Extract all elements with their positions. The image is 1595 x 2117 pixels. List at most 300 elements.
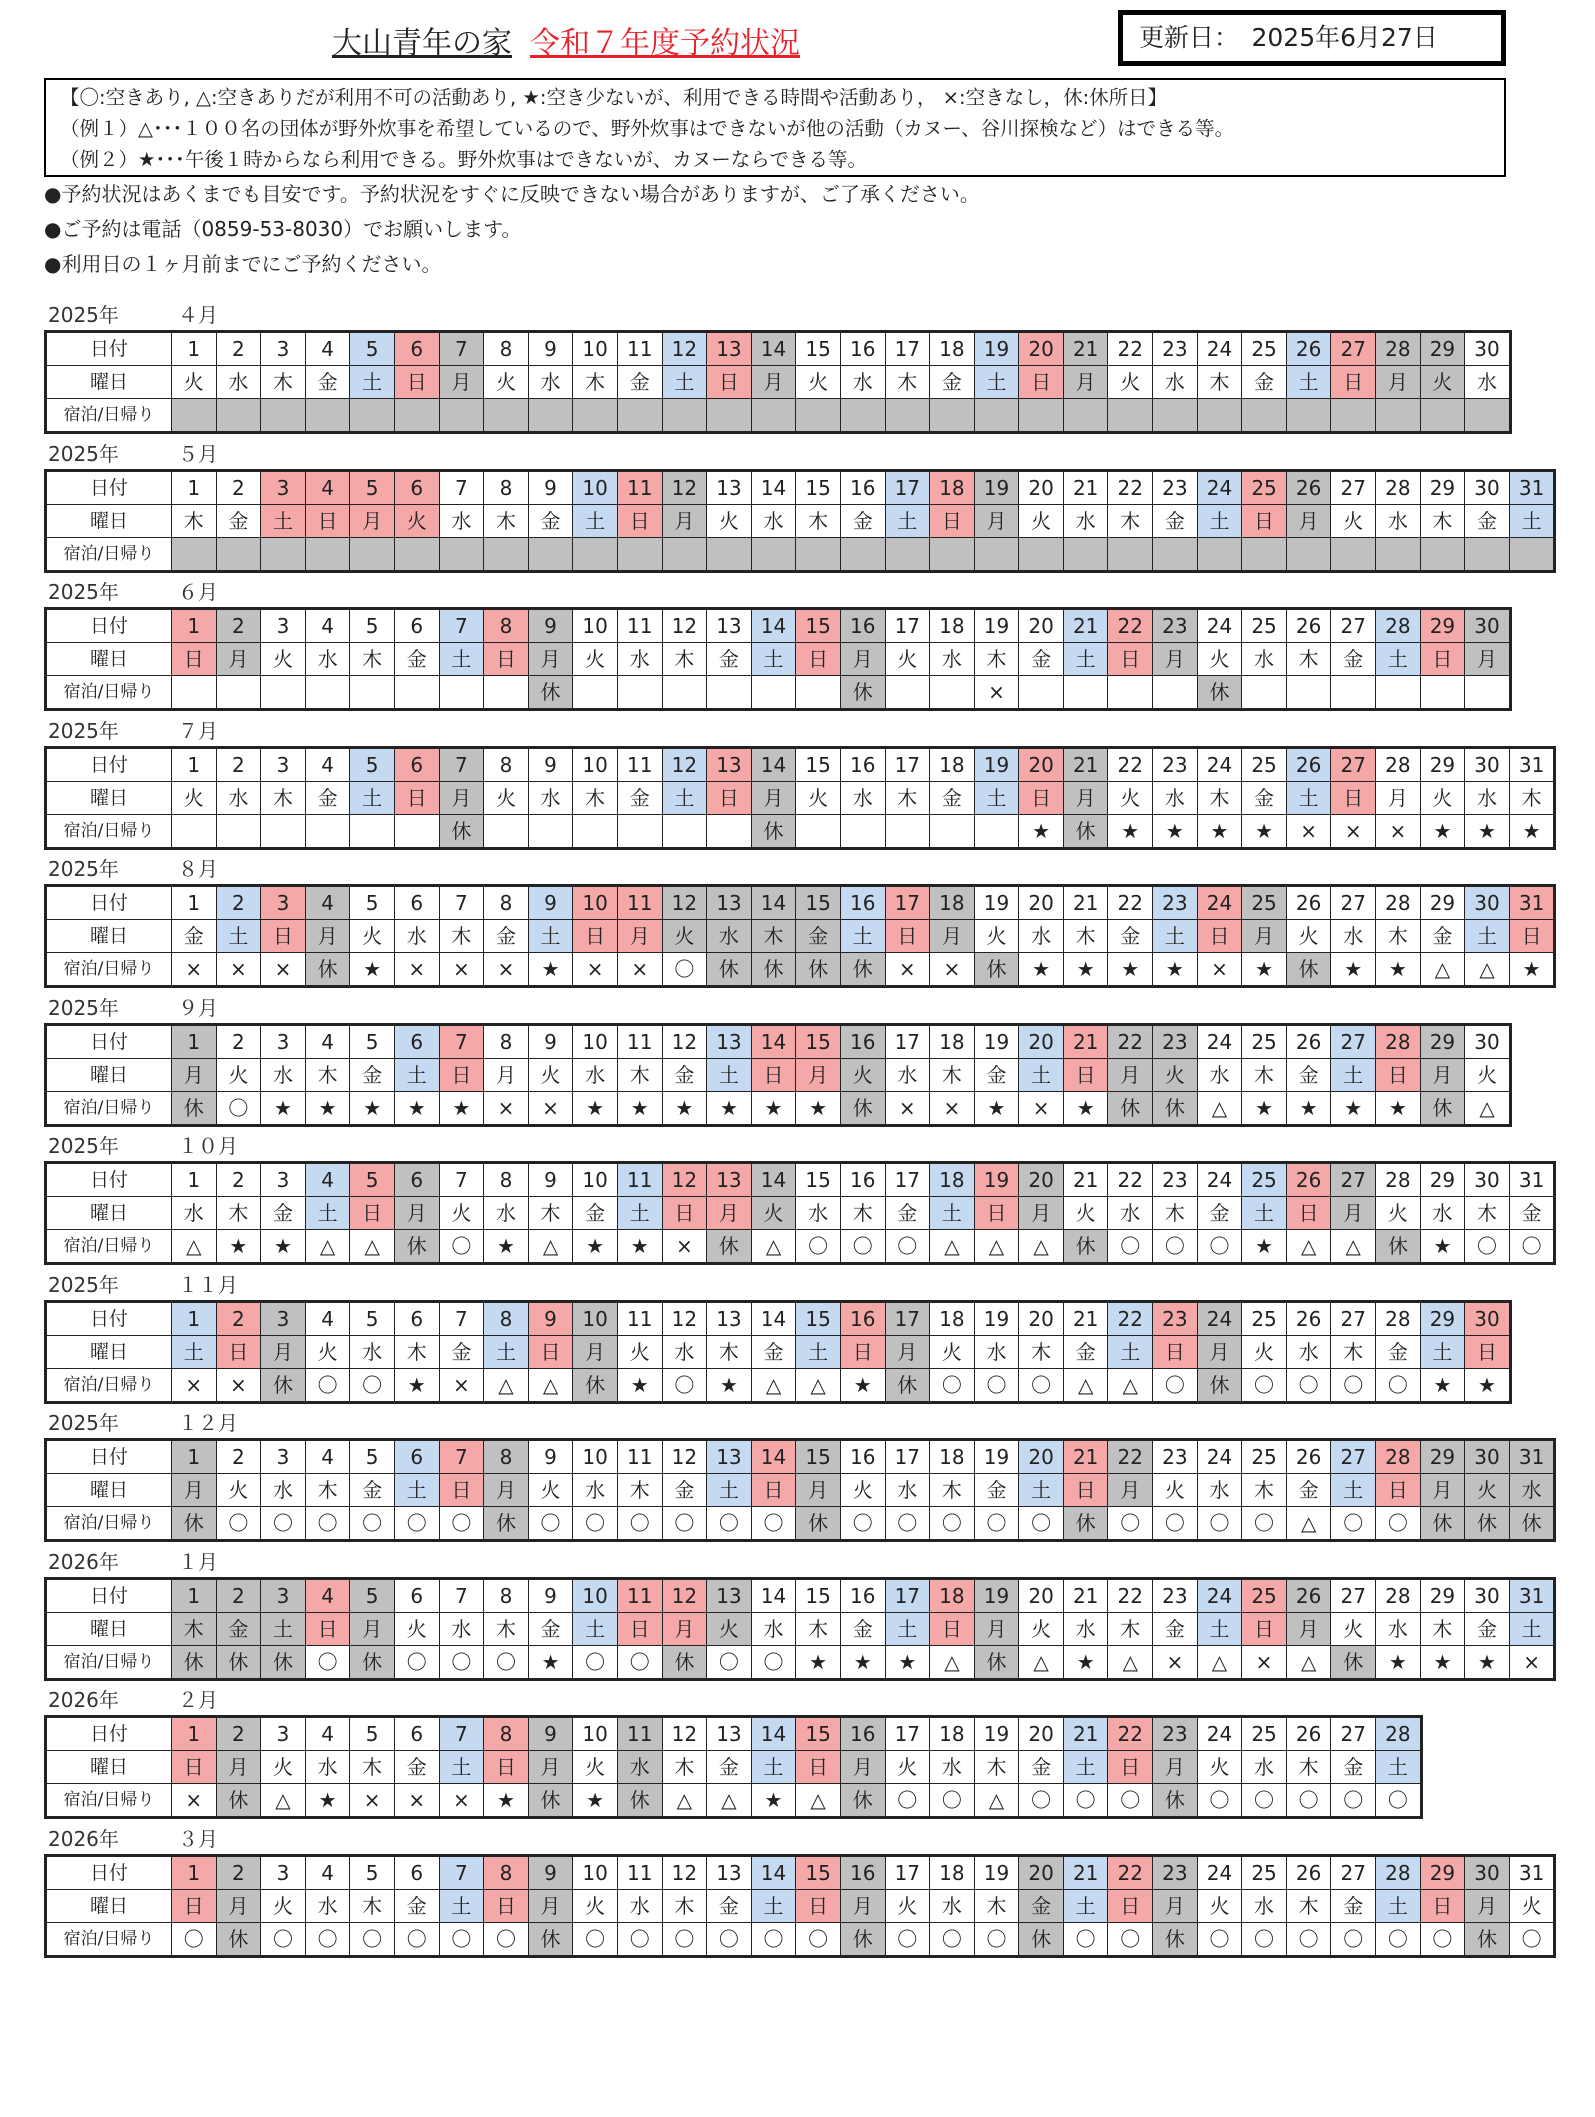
date-cell: 22: [1108, 1301, 1153, 1335]
date-cell: 27: [1331, 1301, 1376, 1335]
date-cell: 26: [1286, 1163, 1331, 1197]
legend-example-2: （例２）★･･･午後１時からなら利用できる。野外炊事はできないが、カヌーならできる等。: [60, 148, 868, 171]
date-cell: 16: [840, 1301, 885, 1335]
date-cell: 13: [707, 1855, 752, 1889]
status-cell: [662, 814, 707, 848]
status-cell: [617, 537, 662, 571]
month-calendar-table: [44, 1023, 1512, 1127]
date-cell: 27: [1331, 470, 1376, 504]
date-cell: 26: [1286, 1024, 1331, 1058]
status-cell: ×: [1019, 1091, 1064, 1125]
status-cell: 〇: [1108, 1230, 1153, 1264]
date-cell: 31: [1509, 886, 1555, 920]
weekday-cell: 金: [394, 643, 439, 676]
status-row-label: 宿泊/日帰り: [46, 1784, 172, 1818]
weekday-cell: 月: [1108, 1058, 1153, 1091]
date-cell: 3: [261, 470, 306, 504]
weekday-cell: 木: [1108, 1612, 1153, 1645]
weekday-cell: 月: [528, 643, 573, 676]
date-cell: 7: [439, 1717, 484, 1751]
weekday-cell: 金: [1509, 1197, 1555, 1230]
date-cell: 7: [439, 332, 484, 366]
date-cell: 1: [172, 747, 217, 781]
weekday-cell: 月: [751, 366, 796, 399]
weekday-cell: 水: [394, 920, 439, 953]
status-cell: [1197, 537, 1242, 571]
date-cell: 21: [1063, 886, 1108, 920]
weekday-cell: 水: [1465, 366, 1511, 399]
date-cell: 11: [617, 1717, 662, 1751]
date-cell: 12: [662, 747, 707, 781]
date-row-label: 日付: [46, 1578, 172, 1612]
status-cell: [528, 399, 573, 433]
status-cell: [617, 399, 662, 433]
status-row: [46, 1922, 1555, 1956]
date-cell: 5: [350, 1163, 395, 1197]
weekday-cell: 月: [840, 1751, 885, 1784]
status-cell: △: [974, 1230, 1019, 1264]
weekday-cell: 金: [394, 1751, 439, 1784]
date-cell: 5: [350, 1578, 395, 1612]
status-cell: △: [528, 1368, 573, 1402]
status-cell: ×: [930, 1091, 975, 1125]
date-cell: 29: [1420, 1024, 1465, 1058]
status-row-label: 宿泊/日帰り: [46, 953, 172, 987]
weekday-cell: 土: [751, 1889, 796, 1922]
weekday-cell: 木: [662, 1889, 707, 1922]
date-cell: 2: [216, 609, 261, 643]
date-cell: 12: [662, 1855, 707, 1889]
status-cell: 〇: [1465, 1230, 1510, 1264]
weekday-cell: 木: [528, 1197, 573, 1230]
status-cell: ★: [528, 953, 573, 987]
date-cell: 28: [1376, 1855, 1421, 1889]
status-cell: 〇: [707, 1507, 752, 1541]
status-cell: ×: [484, 953, 529, 987]
status-cell: 〇: [1019, 1507, 1064, 1541]
date-cell: 21: [1063, 1855, 1108, 1889]
weekday-cell: 日: [1465, 1335, 1511, 1368]
date-cell: 29: [1420, 1163, 1465, 1197]
weekday-cell: 日: [1197, 920, 1242, 953]
weekday-cell: 火: [796, 366, 841, 399]
weekday-cell: 月: [930, 920, 975, 953]
status-cell: ×: [662, 1230, 707, 1264]
date-cell: 12: [662, 1163, 707, 1197]
status-cell: 〇: [1242, 1784, 1287, 1818]
weekday-cell: 火: [1197, 1889, 1242, 1922]
weekday-cell: 月: [662, 504, 707, 537]
weekday-cell: 水: [1153, 781, 1198, 814]
date-cell: 24: [1197, 470, 1242, 504]
date-cell: 29: [1420, 1855, 1465, 1889]
weekday-row-label: 曜日: [46, 643, 172, 676]
date-cell: 31: [1509, 470, 1555, 504]
date-cell: 20: [1019, 609, 1064, 643]
status-cell: 〇: [930, 1368, 975, 1402]
date-cell: 2: [216, 1717, 261, 1751]
weekday-cell: 水: [261, 1474, 306, 1507]
weekday-cell: 金: [1331, 643, 1376, 676]
weekday-cell: 日: [528, 1335, 573, 1368]
weekday-cell: 木: [974, 1751, 1019, 1784]
weekday-cell: 月: [1197, 1335, 1242, 1368]
date-cell: 16: [840, 1163, 885, 1197]
weekday-cell: 水: [484, 1197, 529, 1230]
weekday-cell: 金: [1286, 1058, 1331, 1091]
status-cell: [1286, 399, 1331, 433]
date-cell: 24: [1197, 1440, 1242, 1474]
date-cell: 18: [930, 886, 975, 920]
weekday-cell: 土: [1108, 1335, 1153, 1368]
date-cell: 15: [796, 332, 841, 366]
status-cell: [617, 814, 662, 848]
date-cell: 10: [573, 886, 618, 920]
status-cell: 休: [528, 676, 573, 710]
status-row-label: 宿泊/日帰り: [46, 1645, 172, 1679]
date-cell: 24: [1197, 1855, 1242, 1889]
status-cell: [1465, 676, 1511, 710]
weekday-cell: 火: [1331, 504, 1376, 537]
date-cell: 14: [751, 1578, 796, 1612]
date-cell: 1: [172, 886, 217, 920]
weekday-row-label: 曜日: [46, 1335, 172, 1368]
status-cell: ×: [439, 953, 484, 987]
status-cell: 〇: [1331, 1368, 1376, 1402]
weekday-cell: 木: [1019, 1335, 1064, 1368]
date-cell: 22: [1108, 1163, 1153, 1197]
status-cell: 〇: [751, 1645, 796, 1679]
date-cell: 21: [1063, 609, 1108, 643]
weekday-cell: 火: [484, 781, 529, 814]
date-cell: 14: [751, 1163, 796, 1197]
date-cell: 16: [840, 609, 885, 643]
status-cell: ★: [1242, 1230, 1287, 1264]
weekday-cell: 土: [394, 1474, 439, 1507]
weekday-cell: 木: [1376, 920, 1421, 953]
weekday-cell: 水: [930, 643, 975, 676]
status-cell: ★: [1019, 814, 1064, 848]
status-cell: [1242, 399, 1287, 433]
weekday-cell: 金: [1019, 1889, 1064, 1922]
date-cell: 23: [1153, 747, 1198, 781]
weekday-cell: 水: [216, 781, 261, 814]
status-row-label: 宿泊/日帰り: [46, 1368, 172, 1402]
weekday-cell: 日: [1509, 920, 1555, 953]
weekday-cell: 金: [1420, 920, 1465, 953]
date-cell: 10: [573, 332, 618, 366]
weekday-cell: 火: [1108, 366, 1153, 399]
date-cell: 19: [974, 1301, 1019, 1335]
status-cell: ×: [1242, 1645, 1287, 1679]
date-cell: 11: [617, 1024, 662, 1058]
date-cell: 30: [1465, 1440, 1510, 1474]
weekday-cell: 金: [1242, 366, 1287, 399]
month-calendar-table: [44, 1300, 1512, 1404]
date-cell: 16: [840, 747, 885, 781]
date-cell: 25: [1242, 747, 1287, 781]
weekday-cell: 水: [1376, 504, 1421, 537]
weekday-cell: 火: [1376, 1197, 1421, 1230]
status-cell: [885, 399, 930, 433]
date-cell: 28: [1376, 1301, 1421, 1335]
status-cell: [573, 537, 618, 571]
date-cell: 5: [350, 1301, 395, 1335]
date-cell: 19: [974, 1024, 1019, 1058]
status-cell: 〇: [1197, 1230, 1242, 1264]
weekday-cell: 土: [216, 920, 261, 953]
month-label: [48, 1134, 238, 1158]
weekday-cell: 木: [751, 920, 796, 953]
status-cell: ★: [1108, 953, 1153, 987]
date-row: [46, 1440, 1555, 1474]
month-calendar-table: [44, 1577, 1556, 1681]
weekday-cell: 水: [528, 366, 573, 399]
status-cell: 〇: [885, 1507, 930, 1541]
weekday-cell: 金: [1465, 1612, 1510, 1645]
weekday-cell: 水: [350, 1335, 395, 1368]
status-cell: [840, 399, 885, 433]
date-cell: 8: [484, 1301, 529, 1335]
date-cell: 14: [751, 886, 796, 920]
date-cell: 30: [1465, 1024, 1511, 1058]
weekday-cell: 金: [528, 504, 573, 537]
date-cell: 5: [350, 1855, 395, 1889]
weekday-row: [46, 1474, 1555, 1507]
status-row: [46, 676, 1511, 710]
month-label-month: ３月: [178, 1826, 218, 1851]
status-cell: 〇: [1063, 1922, 1108, 1956]
weekday-cell: 火: [573, 1889, 618, 1922]
date-cell: 5: [350, 886, 395, 920]
weekday-cell: 木: [350, 643, 395, 676]
status-row: [46, 953, 1555, 987]
date-cell: 8: [484, 1163, 529, 1197]
date-cell: 14: [751, 1855, 796, 1889]
date-cell: 27: [1331, 1855, 1376, 1889]
date-cell: 31: [1509, 1855, 1555, 1889]
status-cell: [885, 814, 930, 848]
status-cell: 休: [1509, 1507, 1555, 1541]
date-cell: 31: [1509, 747, 1555, 781]
date-cell: 7: [439, 886, 484, 920]
weekday-cell: 日: [1376, 1058, 1421, 1091]
date-cell: 7: [439, 1024, 484, 1058]
month-label: [48, 1550, 218, 1574]
date-cell: 8: [484, 1024, 529, 1058]
weekday-cell: 金: [1242, 781, 1287, 814]
weekday-row-label: 曜日: [46, 504, 172, 537]
weekday-cell: 土: [707, 1058, 752, 1091]
weekday-cell: 火: [930, 1335, 975, 1368]
date-cell: 24: [1197, 1301, 1242, 1335]
weekday-cell: 水: [1242, 1751, 1287, 1784]
date-cell: 3: [261, 1717, 306, 1751]
weekday-cell: 月: [1286, 1612, 1331, 1645]
weekday-row-label: 曜日: [46, 1889, 172, 1922]
month-label-month: ２月: [178, 1688, 218, 1712]
weekday-row-label: 曜日: [46, 366, 172, 399]
date-cell: 19: [974, 1855, 1019, 1889]
date-cell: 8: [484, 747, 529, 781]
date-cell: 12: [662, 886, 707, 920]
weekday-cell: 金: [1108, 920, 1153, 953]
status-cell: ★: [796, 1645, 841, 1679]
date-cell: 15: [796, 747, 841, 781]
status-cell: 〇: [439, 1230, 484, 1264]
weekday-cell: 金: [974, 1474, 1019, 1507]
status-cell: 休: [216, 1645, 261, 1679]
status-cell: 〇: [1376, 1922, 1421, 1956]
month-label-month: ７月: [178, 718, 218, 743]
status-cell: ×: [350, 1784, 395, 1818]
weekday-cell: 土: [1509, 1612, 1555, 1645]
status-cell: 休: [528, 1922, 573, 1956]
date-cell: 22: [1108, 332, 1153, 366]
status-cell: [1376, 399, 1421, 433]
status-cell: 〇: [1376, 1784, 1422, 1818]
status-cell: 〇: [751, 1922, 796, 1956]
date-cell: 30: [1465, 1578, 1510, 1612]
weekday-cell: 金: [439, 1335, 484, 1368]
status-cell: [930, 814, 975, 848]
date-cell: 15: [796, 1717, 841, 1751]
weekday-cell: 日: [439, 1058, 484, 1091]
date-cell: 28: [1376, 1163, 1421, 1197]
date-cell: 18: [930, 1301, 975, 1335]
status-cell: 〇: [573, 1507, 618, 1541]
weekday-cell: 金: [885, 1197, 930, 1230]
status-cell: 休: [707, 1230, 752, 1264]
status-cell: [751, 676, 796, 710]
status-row: [46, 1368, 1511, 1402]
weekday-cell: 水: [1108, 1197, 1153, 1230]
weekday-cell: 日: [751, 1474, 796, 1507]
status-cell: ×: [617, 953, 662, 987]
weekday-cell: 日: [885, 920, 930, 953]
status-cell: 〇: [1286, 1922, 1331, 1956]
status-cell: [528, 814, 573, 848]
status-cell: △: [484, 1368, 529, 1402]
weekday-cell: 日: [1019, 781, 1064, 814]
date-cell: 7: [439, 1163, 484, 1197]
status-cell: 〇: [930, 1507, 975, 1541]
date-cell: 30: [1465, 886, 1510, 920]
date-cell: 13: [707, 1163, 752, 1197]
status-cell: 〇: [216, 1507, 261, 1541]
date-cell: 20: [1019, 886, 1064, 920]
status-cell: ★: [261, 1230, 306, 1264]
weekday-cell: 木: [1465, 1197, 1510, 1230]
weekday-cell: 月: [974, 504, 1019, 537]
date-cell: 9: [528, 747, 573, 781]
status-cell: ★: [617, 1368, 662, 1402]
weekday-cell: 水: [305, 1889, 350, 1922]
status-cell: ×: [172, 1368, 217, 1402]
date-cell: 18: [930, 747, 975, 781]
date-cell: 1: [172, 1578, 217, 1612]
date-cell: 20: [1019, 1578, 1064, 1612]
status-cell: [216, 676, 261, 710]
weekday-cell: 月: [1153, 1751, 1198, 1784]
weekday-cell: 木: [261, 366, 306, 399]
status-cell: △: [930, 1645, 975, 1679]
weekday-cell: 水: [662, 1335, 707, 1368]
weekday-cell: 火: [573, 1751, 618, 1784]
status-cell: △: [172, 1230, 217, 1264]
status-cell: 〇: [1331, 1784, 1376, 1818]
date-row: [46, 470, 1555, 504]
month-label-year: 2025年: [48, 1411, 119, 1435]
date-cell: 30: [1465, 1163, 1510, 1197]
date-cell: 3: [261, 1578, 306, 1612]
weekday-cell: 木: [484, 504, 529, 537]
date-row-label: 日付: [46, 1717, 172, 1751]
date-cell: 8: [484, 609, 529, 643]
weekday-cell: 火: [840, 1474, 885, 1507]
date-cell: 2: [216, 747, 261, 781]
date-cell: 18: [930, 1024, 975, 1058]
weekday-cell: 火: [1063, 1197, 1108, 1230]
status-cell: 〇: [662, 1507, 707, 1541]
weekday-cell: 火: [1197, 1751, 1242, 1784]
weekday-cell: 木: [1197, 781, 1242, 814]
date-cell: 31: [1509, 1578, 1555, 1612]
status-cell: 〇: [305, 1645, 350, 1679]
date-cell: 18: [930, 470, 975, 504]
status-row-label: 宿泊/日帰り: [46, 676, 172, 710]
weekday-cell: 日: [484, 643, 529, 676]
status-cell: 〇: [305, 1507, 350, 1541]
status-cell: [1242, 537, 1287, 571]
status-cell: ×: [1153, 1645, 1198, 1679]
status-cell: [796, 814, 841, 848]
date-row: [46, 747, 1555, 781]
status-cell: 〇: [439, 1507, 484, 1541]
weekday-cell: 土: [1063, 1889, 1108, 1922]
weekday-cell: 火: [484, 366, 529, 399]
weekday-cell: 火: [261, 1751, 306, 1784]
status-cell: [484, 399, 529, 433]
weekday-cell: 月: [1063, 366, 1108, 399]
date-cell: 9: [528, 1163, 573, 1197]
status-cell: 〇: [840, 1507, 885, 1541]
status-cell: △: [1197, 1645, 1242, 1679]
status-cell: ★: [1420, 1368, 1465, 1402]
weekday-row-label: 曜日: [46, 1474, 172, 1507]
status-cell: 〇: [1153, 1507, 1198, 1541]
weekday-row: [46, 504, 1555, 537]
status-cell: ★: [1063, 1645, 1108, 1679]
weekday-cell: 金: [974, 1058, 1019, 1091]
weekday-row: [46, 920, 1555, 953]
weekday-cell: 火: [528, 1058, 573, 1091]
date-cell: 13: [707, 747, 752, 781]
weekday-cell: 土: [751, 643, 796, 676]
weekday-cell: 日: [1108, 1751, 1153, 1784]
date-cell: 30: [1465, 609, 1511, 643]
date-row-label: 日付: [46, 747, 172, 781]
status-row: [46, 1507, 1555, 1541]
status-cell: ×: [216, 1368, 261, 1402]
date-cell: 9: [528, 886, 573, 920]
status-cell: △: [350, 1230, 395, 1264]
status-cell: [1420, 537, 1465, 571]
weekday-cell: 木: [350, 1751, 395, 1784]
weekday-cell: 土: [1197, 504, 1242, 537]
date-cell: 17: [885, 1301, 930, 1335]
weekday-cell: 水: [1063, 504, 1108, 537]
